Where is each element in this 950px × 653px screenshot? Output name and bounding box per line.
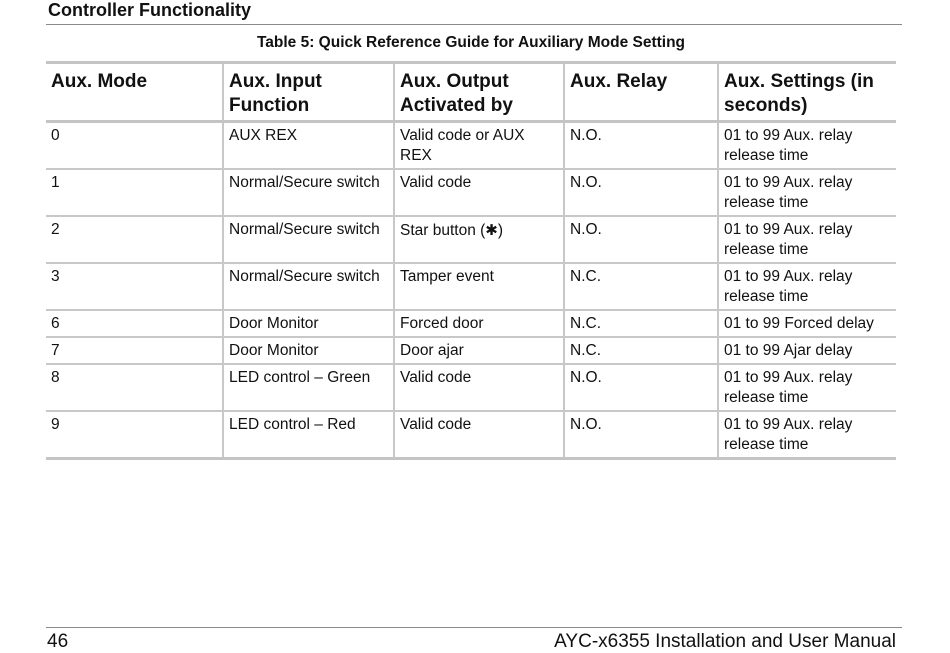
cell-mode: 1 [46, 169, 223, 216]
cell-settings: 01 to 99 Aux. relay release time [718, 411, 896, 459]
cell-input-function: LED control – Red [223, 411, 394, 459]
cell-input-function: Door Monitor [223, 337, 394, 364]
manual-title: AYC-x6355 Installation and User Manual [554, 631, 896, 652]
table-row [46, 411, 896, 459]
cell-settings: 01 to 99 Ajar delay [718, 337, 896, 364]
cell-relay: N.O. [564, 169, 718, 216]
table-row [46, 216, 896, 263]
cell-settings: 01 to 99 Aux. relay release time [718, 263, 896, 310]
column-header-aux-settings: Aux. Settings (in seconds) [718, 63, 896, 122]
table-row [46, 263, 896, 310]
cell-mode: 2 [46, 216, 223, 263]
column-header-aux-relay: Aux. Relay [564, 63, 718, 122]
cell-relay: N.O. [564, 411, 718, 459]
cell-input-function: AUX REX [223, 122, 394, 170]
output-text-suffix: ) [497, 222, 504, 239]
cell-output-activated-by: Forced door [394, 310, 564, 337]
table-row [46, 364, 896, 411]
cell-input-function: Door Monitor [223, 310, 394, 337]
column-header-aux-input-function: Aux. Input Function [223, 63, 394, 122]
aux-mode-reference-table [46, 61, 896, 460]
table-header-row [46, 63, 896, 122]
star-icon: ✱ [485, 221, 498, 239]
cell-relay: N.C. [564, 337, 718, 364]
cell-output-activated-by: Valid code [394, 364, 564, 411]
table-caption: Table 5: Quick Reference Guide for Auxiliary Mode Setting [256, 34, 686, 51]
cell-mode: 7 [46, 337, 223, 364]
cell-output-activated-by [394, 216, 564, 263]
cell-output-activated-by: Valid code [394, 169, 564, 216]
cell-relay: N.O. [564, 364, 718, 411]
section-title: Controller Functionality [48, 0, 252, 20]
cell-settings: 01 to 99 Aux. relay release time [718, 122, 896, 170]
cell-mode: 0 [46, 122, 223, 170]
cell-output-activated-by: Valid code [394, 411, 564, 459]
table-row [46, 122, 896, 170]
cell-input-function: Normal/Secure switch [223, 169, 394, 216]
column-header-aux-output-activated-by: Aux. Output Activated by [394, 63, 564, 122]
cell-settings: 01 to 99 Aux. relay release time [718, 169, 896, 216]
cell-relay: N.C. [564, 310, 718, 337]
table-row [46, 310, 896, 337]
header-divider [46, 24, 902, 25]
cell-output-activated-by: Tamper event [394, 263, 564, 310]
cell-mode: 6 [46, 310, 223, 337]
output-text-prefix: Star button ( [400, 222, 486, 239]
page-number: 46 [47, 631, 69, 652]
cell-mode: 8 [46, 364, 223, 411]
cell-output-activated-by: Door ajar [394, 337, 564, 364]
cell-mode: 9 [46, 411, 223, 459]
cell-relay: N.O. [564, 122, 718, 170]
cell-input-function: Normal/Secure switch [223, 263, 394, 310]
cell-relay: N.C. [564, 263, 718, 310]
cell-mode: 3 [46, 263, 223, 310]
table-row [46, 169, 896, 216]
cell-settings: 01 to 99 Aux. relay release time [718, 364, 896, 411]
column-header-aux-mode: Aux. Mode [46, 63, 223, 122]
footer-divider [46, 627, 902, 628]
cell-settings: 01 to 99 Forced delay [718, 310, 896, 337]
cell-output-activated-by: Valid code or AUX REX [394, 122, 564, 170]
table-row [46, 337, 896, 364]
cell-input-function: LED control – Green [223, 364, 394, 411]
cell-relay: N.O. [564, 216, 718, 263]
cell-settings: 01 to 99 Aux. relay release time [718, 216, 896, 263]
cell-input-function: Normal/Secure switch [223, 216, 394, 263]
